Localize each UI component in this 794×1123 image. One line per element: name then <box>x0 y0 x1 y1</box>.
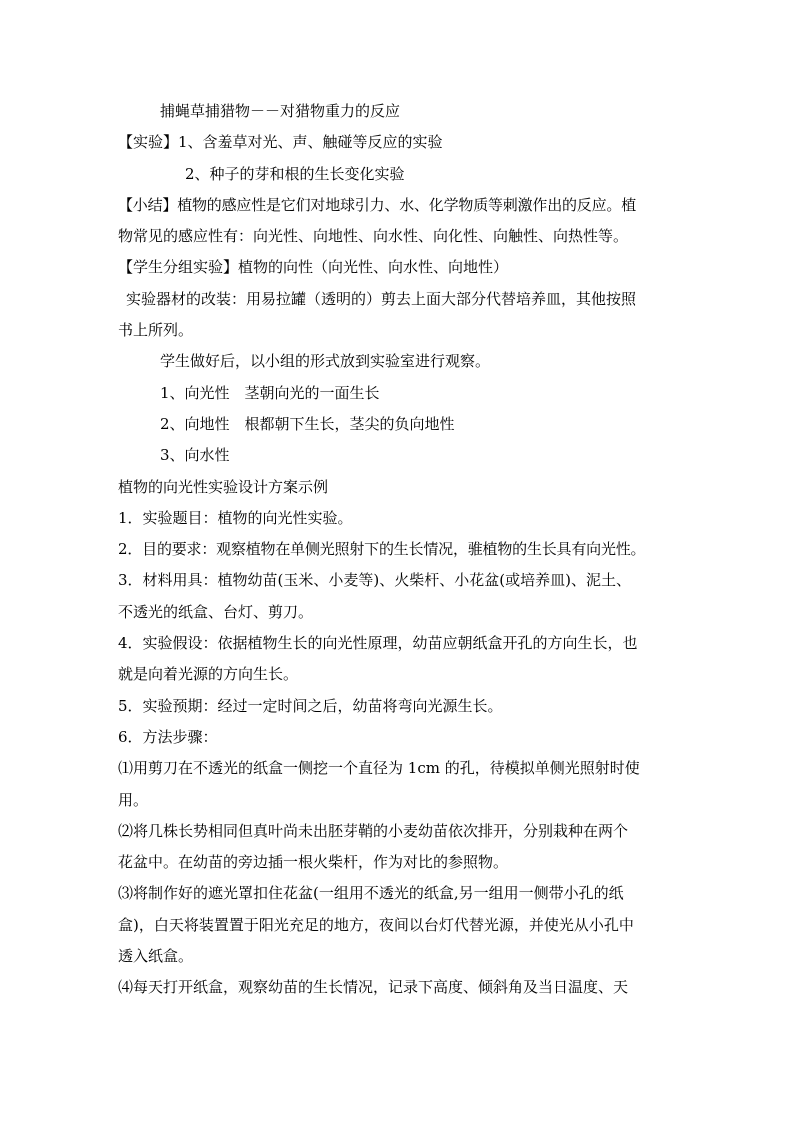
plan-item-4-line-2: 就是向着光源的方向生长。 <box>118 665 299 684</box>
plan-item-3-line-2: 不透光的纸盒、台灯、剪刀。 <box>118 602 314 621</box>
experiment-line-2: 2、种子的芽和根的生长变化实验 <box>185 164 405 183</box>
document-page <box>118 96 678 1004</box>
step-2-line-2: 花盆中。在幼苗的旁边插一根火柴杆，作为对比的参照物。 <box>118 853 509 872</box>
observation-note: 学生做好后，以小组的形式放到实验室进行观察。 <box>160 352 491 371</box>
heading-flytrap: 捕蝇草捕猎物－－对猎物重力的反应 <box>160 102 401 120</box>
tropism-item-3: 3、向水性 <box>160 446 230 465</box>
step-1-line-2: 用。 <box>118 790 149 809</box>
step-2-line-1: ⑵将几株长势相同但真叶尚未出胚芽鞘的小麦幼苗依次排开，分别栽种在两个 <box>118 821 629 840</box>
tropism-item-2: 2、向地性 根都朝下生长，茎尖的负向地性 <box>160 414 455 433</box>
step-4-line-1: ⑷每天打开纸盒，观察幼苗的生长情况，记录下高度、倾斜角及当日温度、天 <box>118 978 629 997</box>
step-3-line-3: 透入纸盒。 <box>118 947 194 966</box>
equipment-line-2: 书上所列。 <box>118 321 194 340</box>
plan-item-2: 2．目的要求：观察植物在单侧光照射下的生长情况，骓植物的生长具有向光性。 <box>118 540 646 559</box>
group-experiment-heading: 【学生分组实验】植物的向性（向光性、向水性、向地性） <box>118 258 509 277</box>
plan-item-4-line-1: 4．实验假设：依据植物生长的向光性原理，幼苗应朝纸盒开孔的方向生长，也 <box>118 634 638 653</box>
tropism-item-1: 1、向光性 茎朝向光的一面生长 <box>160 383 380 402</box>
step-3-line-1: ⑶将制作好的遮光罩扣住花盆(一组用不透光的纸盒,另一组用一侧带小孔的纸 <box>118 884 624 903</box>
experiment-line-1: 【实验】1、含羞草对光、声、触碰等反应的实验 <box>118 133 443 152</box>
step-1-line-1: ⑴用剪刀在不透光的纸盒一侧挖一个直径为 1cm 的孔，待模拟单侧光照射时使 <box>118 759 640 778</box>
plan-item-5: 5．实验预期：经过一定时间之后，幼苗将弯向光源生长。 <box>118 696 503 715</box>
step-3-line-2: 盒)，白天将装置置于阳光充足的地方，夜间以台灯代替光源，并使光从小孔中 <box>118 915 634 934</box>
equipment-line-1: 实验器材的改装：用易拉罐（透明的）剪去上面大部分代替培养皿，其他按照 <box>126 289 637 308</box>
summary-line-2: 物常见的感应性有：向光性、向地性、向水性、向化性、向触性、向热性等。 <box>118 227 629 246</box>
summary-line-1: 【小结】植物的感应性是它们对地球引力、水、化学物质等刺激作出的反应。植 <box>118 195 637 214</box>
plan-item-3-line-1: 3．材料用具：植物幼苗(玉米、小麦等)、火柴杆、小花盆(或培养皿)、泥土、 <box>118 571 631 590</box>
plan-item-6: 6．方法步骤： <box>118 727 218 746</box>
plan-item-1: 1．实验题目：植物的向光性实验。 <box>118 508 353 527</box>
design-plan-heading: 植物的向光性实验设计方案示例 <box>118 477 329 496</box>
